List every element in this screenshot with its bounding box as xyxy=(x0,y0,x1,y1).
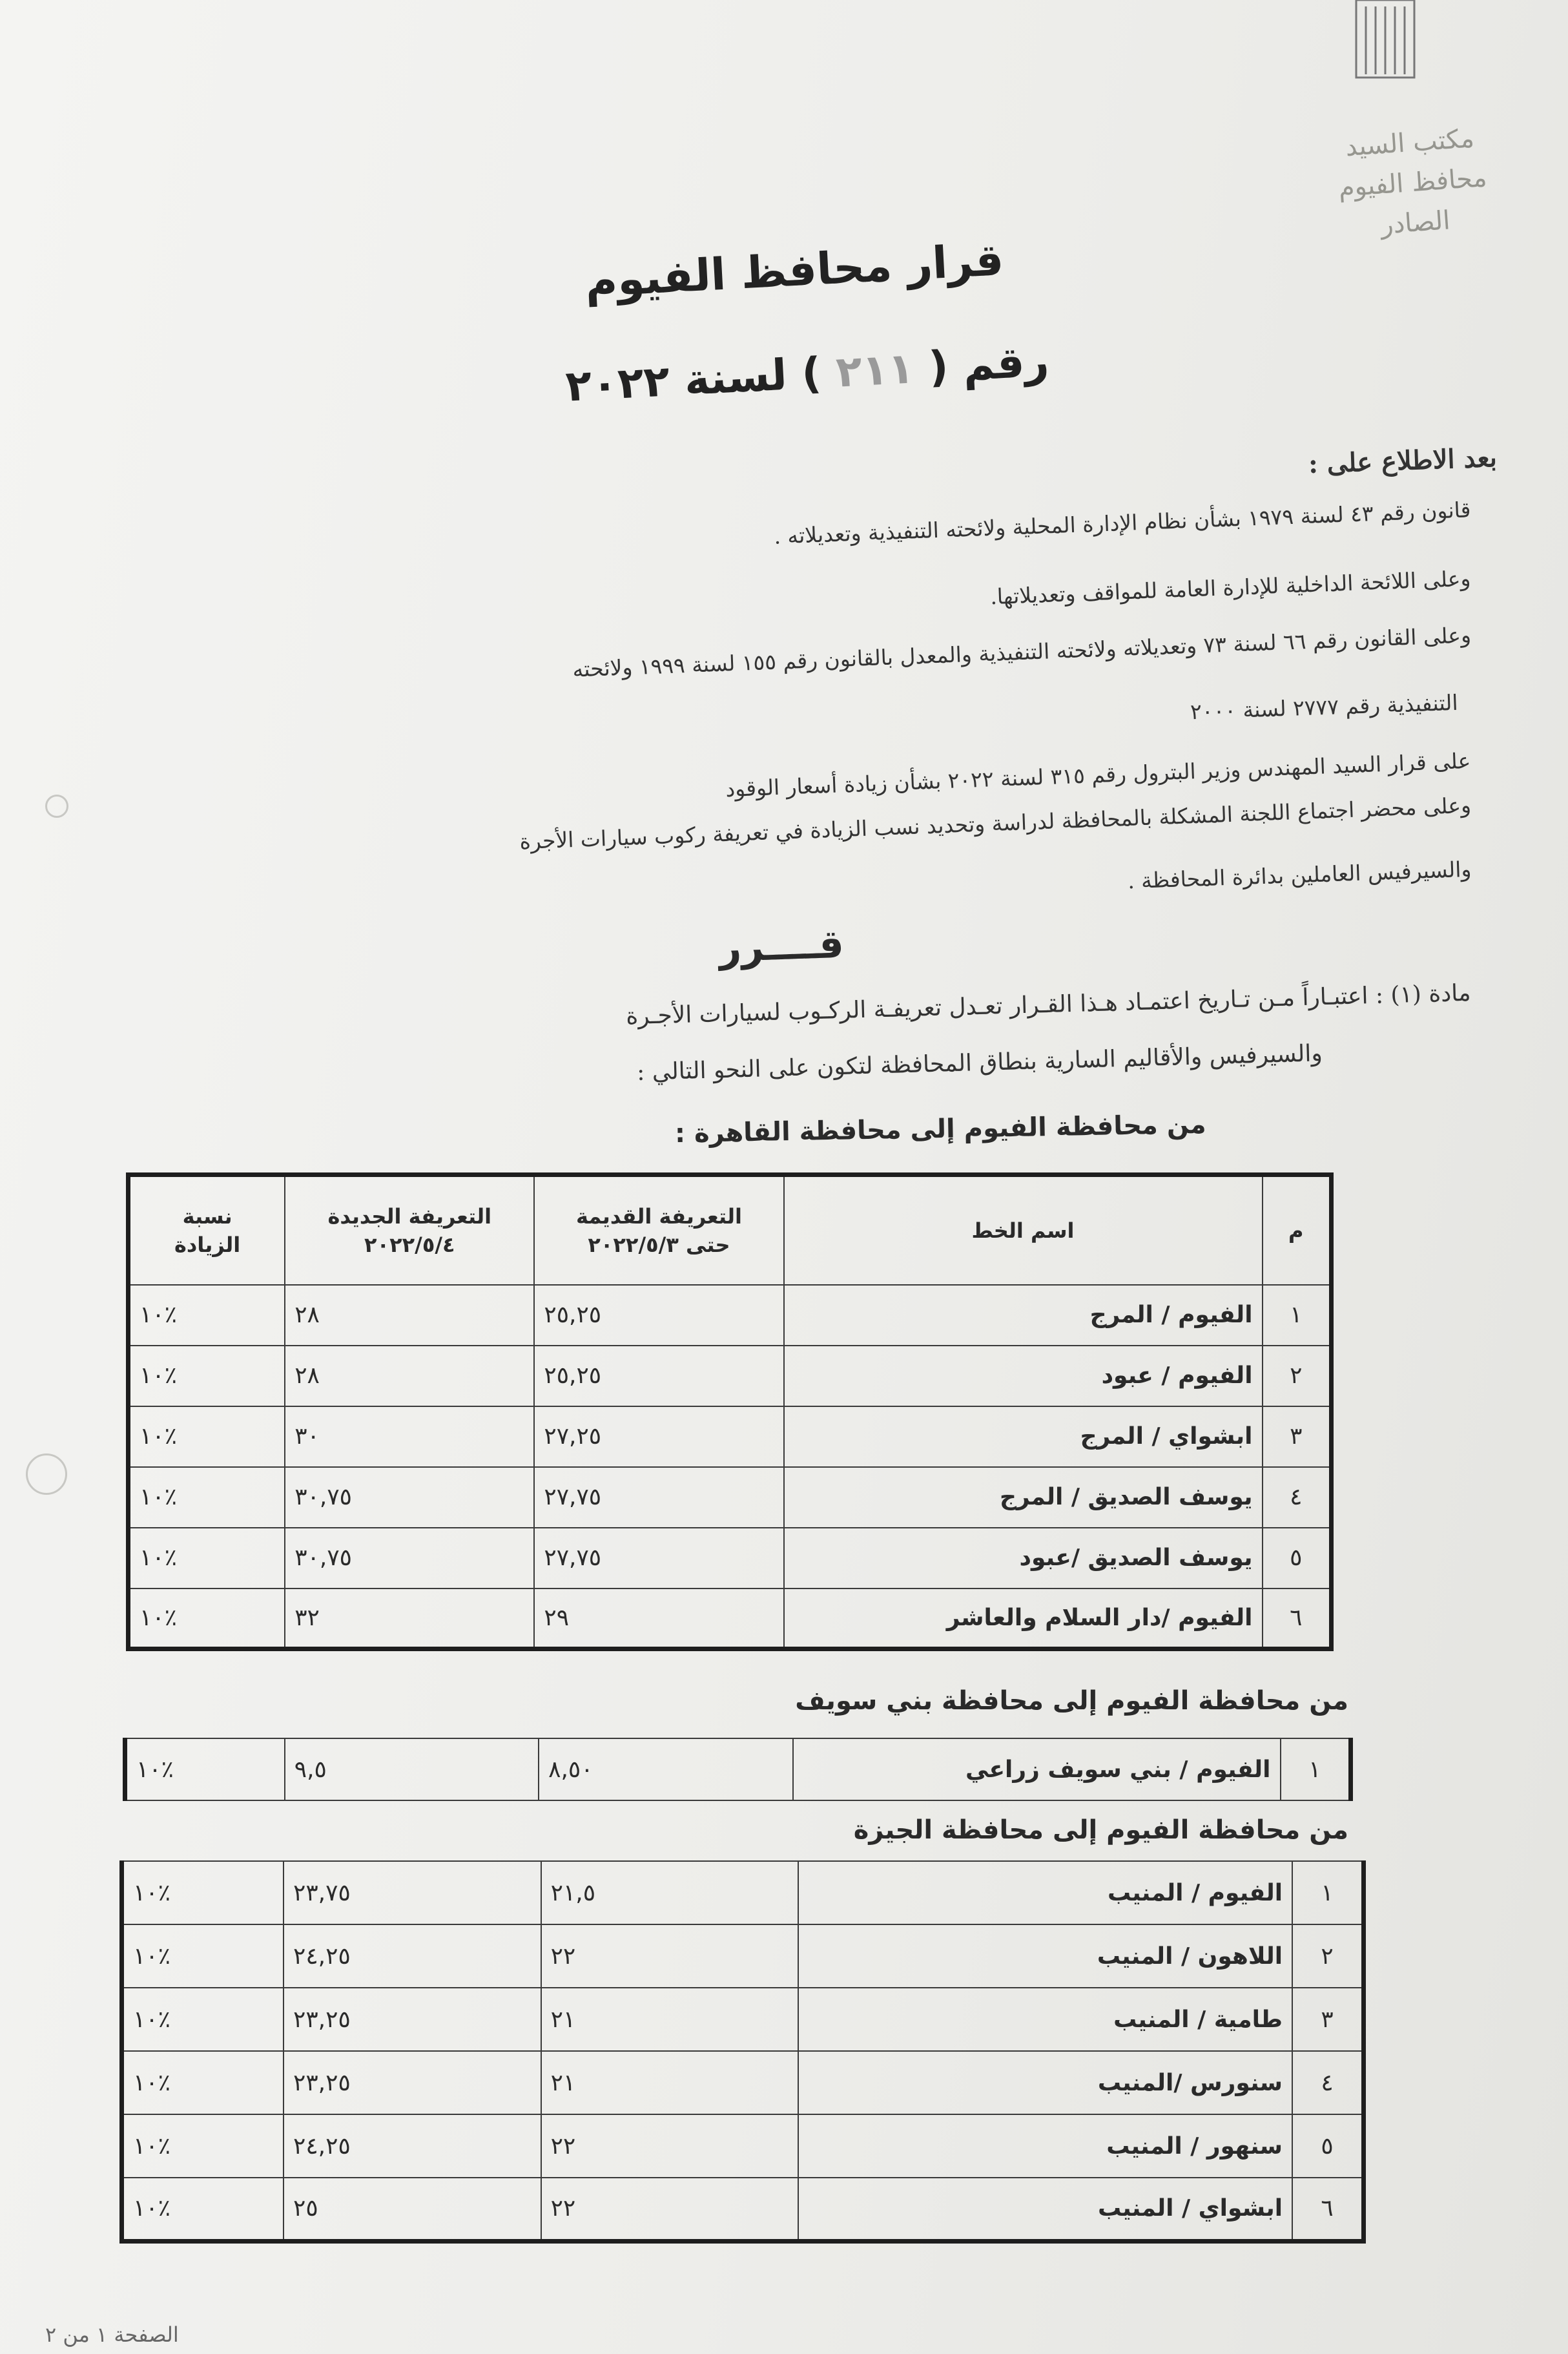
row-index: ١ xyxy=(1292,1861,1363,1924)
new-fare: ٢٣,٢٥ xyxy=(284,2051,541,2114)
new-fare: ٢٤,٢٥ xyxy=(284,2114,541,2178)
route-name: طامية / المنيب xyxy=(798,1988,1292,2051)
row-index: ٣ xyxy=(1263,1406,1332,1467)
table-row xyxy=(122,2178,1364,2241)
number-value: ٢١١ xyxy=(834,343,916,397)
document-title: قرار محافظ الفيوم xyxy=(584,234,1005,307)
table-row xyxy=(129,1528,1332,1588)
preamble-intro: بعد الاطلاع على : xyxy=(1308,442,1498,480)
old-fare: ٢٧,٧٥ xyxy=(534,1467,783,1528)
new-fare: ٢٨ xyxy=(285,1285,534,1346)
table-header-row xyxy=(129,1175,1332,1285)
row-index: ٣ xyxy=(1292,1988,1363,2051)
table-row xyxy=(125,1738,1351,1800)
increase-percent: ٪١٠ xyxy=(129,1588,285,1649)
stamp-line: محافظ الفيوم xyxy=(1337,163,1488,203)
route-name: يوسف الصديق / المرج xyxy=(784,1467,1263,1528)
old-fare: ٢٥,٢٥ xyxy=(534,1346,783,1406)
column-new-fare xyxy=(285,1175,534,1285)
route-name: الفيوم / المنيب xyxy=(798,1861,1292,1924)
new-fare: ٣٠,٧٥ xyxy=(285,1528,534,1588)
article-line: مادة (١) : اعتبـاراً مـن تـاريخ اعتمـاد هـذا القـرار تعـدل تعريفـة الركـوب لسيارات الأجـرة xyxy=(625,979,1472,1030)
new-fare: ٣٠ xyxy=(285,1406,534,1467)
route-name: الفيوم / بني سويف زراعي xyxy=(793,1738,1281,1800)
table-row xyxy=(129,1467,1332,1528)
article-line: والسيرفيس والأقاليم السارية بنطاق المحافظة لتكون على النحو التالي : xyxy=(636,1040,1323,1086)
row-index: ٥ xyxy=(1263,1528,1332,1588)
old-fare: ٢٢ xyxy=(541,2114,799,2178)
old-fare: ٨,٥٠ xyxy=(539,1738,792,1800)
column-index: م xyxy=(1263,1175,1332,1285)
row-index: ٤ xyxy=(1292,2051,1363,2114)
row-index: ١ xyxy=(1281,1738,1351,1800)
row-index: ٦ xyxy=(1263,1588,1332,1649)
old-fare: ٢٢ xyxy=(541,1924,799,1988)
route-name: الفيوم / عبود xyxy=(784,1346,1263,1406)
column-increase-line: نسبة xyxy=(182,1203,232,1229)
increase-percent: ٪١٠ xyxy=(129,1528,285,1588)
old-fare: ٢٧,٧٥ xyxy=(534,1528,783,1588)
old-fare: ٢٧,٢٥ xyxy=(534,1406,783,1467)
new-fare: ٩,٥ xyxy=(285,1738,539,1800)
route-name: ابشواي / المنيب xyxy=(798,2178,1292,2241)
table-row xyxy=(122,2114,1364,2178)
stamp-line: مكتب السيد xyxy=(1344,123,1476,163)
office-stamp xyxy=(1292,115,1536,298)
old-fare: ٢٢ xyxy=(541,2178,799,2241)
increase-percent: ٪١٠ xyxy=(129,1346,285,1406)
fares-table-benisuef xyxy=(123,1738,1353,1801)
increase-percent: ٪١٠ xyxy=(122,1861,284,1924)
increase-percent: ٪١٠ xyxy=(129,1467,285,1528)
row-index: ٦ xyxy=(1292,2178,1363,2241)
increase-percent: ٪١٠ xyxy=(129,1406,285,1467)
increase-percent: ٪١٠ xyxy=(125,1738,285,1800)
column-old-fare-line: حتى ٢٠٢٢/٥/٣ xyxy=(588,1232,730,1257)
new-fare: ٣٢ xyxy=(285,1588,534,1649)
old-fare: ٢٩ xyxy=(534,1588,783,1649)
preamble-line: وعلى محضر اجتماع اللجنة المشكلة بالمحافظة لدراسة وتحديد نسب الزيادة في تعريفة ركوب سيارات الأجرة xyxy=(519,792,1472,855)
old-fare: ٢١ xyxy=(541,2051,799,2114)
stamp-line: الصادر xyxy=(1379,205,1451,240)
column-new-fare-line: ٢٠٢٢/٥/٤ xyxy=(364,1232,455,1257)
fares-table-giza xyxy=(119,1860,1366,2244)
route-name: سنورس /المنيب xyxy=(798,2051,1292,2114)
old-fare: ٢١ xyxy=(541,1988,799,2051)
row-index: ٥ xyxy=(1292,2114,1363,2178)
column-old-fare xyxy=(534,1175,783,1285)
route-name: اللاهون / المنيب xyxy=(798,1924,1292,1988)
new-fare: ٢٤,٢٥ xyxy=(284,1924,541,1988)
table-row xyxy=(122,1861,1364,1924)
new-fare: ٢٣,٢٥ xyxy=(284,1988,541,2051)
column-old-fare-line: التعريفة القديمة xyxy=(575,1203,742,1229)
route-name: الفيوم /دار السلام والعاشر xyxy=(784,1588,1263,1649)
new-fare: ٢٥ xyxy=(284,2178,541,2241)
section-heading-cairo: من محافظة الفيوم إلى محافظة القاهرة : xyxy=(675,1109,1207,1149)
route-name: الفيوم / المرج xyxy=(784,1285,1263,1346)
preamble-line: وعلى اللائحة الداخلية للإدارة العامة للمواقف وتعديلاتها. xyxy=(989,565,1472,610)
increase-percent: ٪١٠ xyxy=(122,1988,284,2051)
new-fare: ٣٠,٧٥ xyxy=(285,1467,534,1528)
column-route-name: اسم الخط xyxy=(784,1175,1263,1285)
preamble-line: التنفيذية رقم ٢٧٧٧ لسنة ٢٠٠٠ xyxy=(1190,689,1459,725)
number-suffix: ) لسنة ٢٠٢٢ xyxy=(564,348,823,411)
column-new-fare-line: التعريفة الجديدة xyxy=(327,1203,492,1229)
old-fare: ٢٥,٢٥ xyxy=(534,1285,783,1346)
row-index: ١ xyxy=(1263,1285,1332,1346)
column-increase-line: الزيادة xyxy=(174,1232,241,1257)
preamble-line: على قرار السيد المهندس وزير البترول رقم ٣١٥ لسنة ٢٠٢٢ بشأن زيادة أسعار الوقود xyxy=(725,747,1472,802)
table-row xyxy=(129,1588,1332,1649)
punch-hole xyxy=(26,1453,67,1495)
route-name: سنهور / المنيب xyxy=(798,2114,1292,2178)
table-row xyxy=(129,1406,1332,1467)
table-row xyxy=(129,1285,1332,1346)
new-fare: ٢٣,٧٥ xyxy=(284,1861,541,1924)
decision-heading: قــــرر xyxy=(718,921,845,972)
new-fare: ٢٨ xyxy=(285,1346,534,1406)
increase-percent: ٪١٠ xyxy=(122,2114,284,2178)
old-fare: ٢١,٥ xyxy=(541,1861,799,1924)
increase-percent: ٪١٠ xyxy=(122,2178,284,2241)
row-index: ٢ xyxy=(1263,1346,1332,1406)
route-name: يوسف الصديق /عبود xyxy=(784,1528,1263,1588)
increase-percent: ٪١٠ xyxy=(129,1285,285,1346)
preamble-line: والسيرفيس العاملين بدائرة المحافظة . xyxy=(1127,856,1472,894)
increase-percent: ٪١٠ xyxy=(122,2051,284,2114)
section-heading-benisuef: من محافظة الفيوم إلى محافظة بني سويف xyxy=(795,1686,1348,1716)
row-index: ٢ xyxy=(1292,1924,1363,1988)
column-increase xyxy=(129,1175,285,1285)
route-name: ابشواي / المرج xyxy=(784,1406,1263,1467)
table-row xyxy=(122,1988,1364,2051)
section-heading-giza: من محافظة الفيوم إلى محافظة الجيزة xyxy=(853,1815,1348,1845)
preamble-line: وعلى القانون رقم ٦٦ لسنة ٧٣ وتعديلاته ولائحته التنفيذية والمعدل بالقانون رقم ١٥٥ لسنة ١٩٩٩ ولائحته xyxy=(572,622,1472,682)
increase-percent: ٪١٠ xyxy=(122,1924,284,1988)
decision-number xyxy=(529,335,1086,413)
fares-table-cairo xyxy=(126,1172,1334,1651)
table-row xyxy=(129,1346,1332,1406)
eagle-emblem-icon xyxy=(1343,0,1427,90)
page-number: الصفحة ١ من ٢ xyxy=(45,2322,179,2347)
preamble-line: قانون رقم ٤٣ لسنة ١٩٧٩ بشأن نظام الإدارة المحلية ولائحته التنفيذية وتعديلاته . xyxy=(773,497,1472,549)
table-row xyxy=(122,1924,1364,1988)
row-index: ٤ xyxy=(1263,1467,1332,1528)
punch-hole xyxy=(45,795,68,818)
table-row xyxy=(122,2051,1364,2114)
number-prefix: رقم ( xyxy=(927,336,1051,393)
